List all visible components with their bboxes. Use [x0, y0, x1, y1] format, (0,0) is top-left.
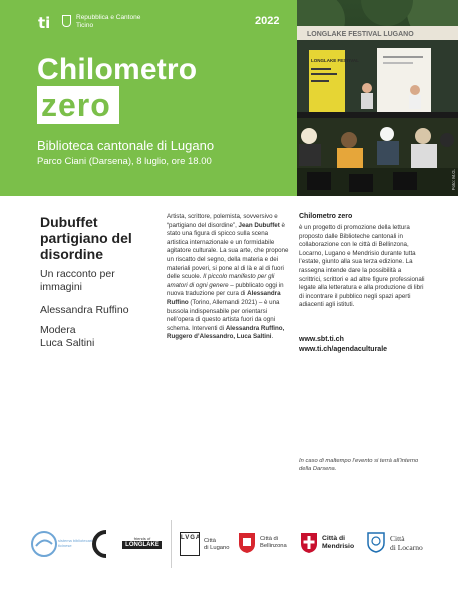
desc-bold-3: Alessandra Ruffino, Ruggero d’Alessandro, Luca Saltini	[167, 324, 285, 341]
desc-bold-1: Jean Dubuffet	[238, 221, 280, 229]
mendrisio-label	[322, 535, 366, 551]
mendrisio-crest-icon	[300, 532, 318, 554]
locarno-line-1: Città	[390, 534, 405, 543]
event-subtitle: Un racconto per immagini	[40, 268, 115, 293]
event-author: Alessandra Ruffino	[40, 304, 129, 316]
longlake-logo	[122, 536, 162, 549]
banner-text: LONGLAKE FESTIVAL LUGANO	[307, 31, 414, 38]
poster-text: LONGLAKE FESTIVAL	[311, 58, 359, 63]
moderator-label: Modera	[40, 324, 76, 336]
lugano-line-2: di Lugano	[204, 545, 230, 551]
locarno-crest-icon	[366, 530, 386, 554]
canton-line-2: Ticino	[76, 22, 94, 29]
year-label: 2022	[255, 15, 280, 27]
lugano-mark: LVGA	[180, 532, 200, 556]
event-date-place: Parco Ciani (Darsena), 8 luglio, ore 18.00	[37, 156, 212, 167]
canton-label	[76, 14, 140, 30]
locarno-line-2: di Locarno	[390, 543, 423, 552]
bellinzona-line-1: Città di	[260, 536, 279, 542]
desc-italic-title: Il piccolo manifesto per gli amatori di ogni genere	[167, 273, 275, 289]
desc-part-4: (Torino, Allemandi 2021) – è una bussola indispensabile per orientarsi nell’opera di questo artista fuori da ogni schema. Interventi di	[167, 298, 280, 332]
mendrisio-line-2: Mendrisio	[322, 543, 355, 550]
event-moderator	[40, 324, 94, 350]
longlake-top: friends of	[133, 536, 151, 541]
event-title: Dubuffet partigiano del disordine	[40, 214, 132, 262]
longlake-mark: LONGLAKE	[122, 541, 162, 549]
weather-note: In caso di maltempo l’evento si terrà all’interno della Darsena.	[299, 458, 419, 472]
series-title-line-2: zero	[37, 86, 119, 124]
lugano-logo	[180, 532, 230, 556]
festival-photo	[297, 0, 458, 196]
photo-credit: Foto: M.G.	[451, 168, 456, 190]
desc-part-2: è stato una figura di spicco sulla scena artistica internazionale e un formidabile agitatore culturale. La sua arte, che propone un riscatto del segno, della materia e dei materiali poveri, si pone al di là e al di fuori delle scuole.	[167, 221, 289, 281]
moderator-name: Luca Saltini	[40, 337, 95, 349]
sbt-circle-icon	[30, 530, 58, 558]
desc-part-1: Artista, scrittore, polemista, sovversivo e “partigiano del disordine”,	[167, 213, 278, 229]
bellinzona-label	[260, 536, 300, 550]
venue-name: Biblioteca cantonale di Lugano	[37, 138, 215, 153]
mendrisio-logo	[300, 532, 355, 559]
project-title: Chilometro zero	[299, 213, 353, 220]
ticino-logo: ti	[38, 14, 51, 32]
sbt-label: sistema bibliotecario ticinese	[58, 538, 95, 548]
partner-logos	[0, 516, 458, 576]
partner-arc-logo	[90, 530, 110, 563]
bellinzona-line-2: Bellinzona	[260, 543, 287, 549]
arc-icon	[90, 530, 110, 558]
event-description	[167, 213, 290, 342]
bellinzona-crest-icon	[238, 532, 256, 554]
link-sbt[interactable]: www.sbt.ti.ch	[299, 336, 344, 343]
project-links	[299, 335, 387, 355]
lugano-line-1: Città	[204, 538, 216, 544]
festival-photo-illustration	[297, 0, 458, 196]
sbt-logo	[30, 530, 95, 563]
desc-part-3: – pubblicato oggi in nuova traduzione per cura di	[167, 281, 284, 298]
locarno-label	[390, 534, 434, 552]
series-title-line-1: Chilometro	[37, 53, 198, 86]
link-agenda[interactable]: www.ti.ch/agendaculturale	[299, 346, 388, 353]
mendrisio-line-1: Città di	[322, 535, 346, 542]
desc-part-5: .	[271, 333, 274, 341]
logos-divider	[171, 520, 172, 568]
project-description: è un progetto di promozione della lettura proposto dalle Biblioteche cantonali in collaborazione con le città di Bellinzona, Locarno, Lugano e Mendrisio durante tutta l’estate, giunto alla sua terza edizione. La rassegna intende dare la possibilità a scrittrici, scrittori e ad altre figure professionali legate alla letteratura e alla produzione di libri di incontrare il pubblico negli spazi aperti adiacenti agli istituti.	[299, 224, 425, 309]
bellinzona-logo	[238, 532, 287, 559]
desc-bold-2: Alessandra Ruffino	[167, 290, 281, 306]
canton-crest-icon	[62, 15, 71, 27]
locarno-logo	[366, 530, 423, 559]
canton-line-1: Repubblica e Cantone	[76, 14, 141, 21]
